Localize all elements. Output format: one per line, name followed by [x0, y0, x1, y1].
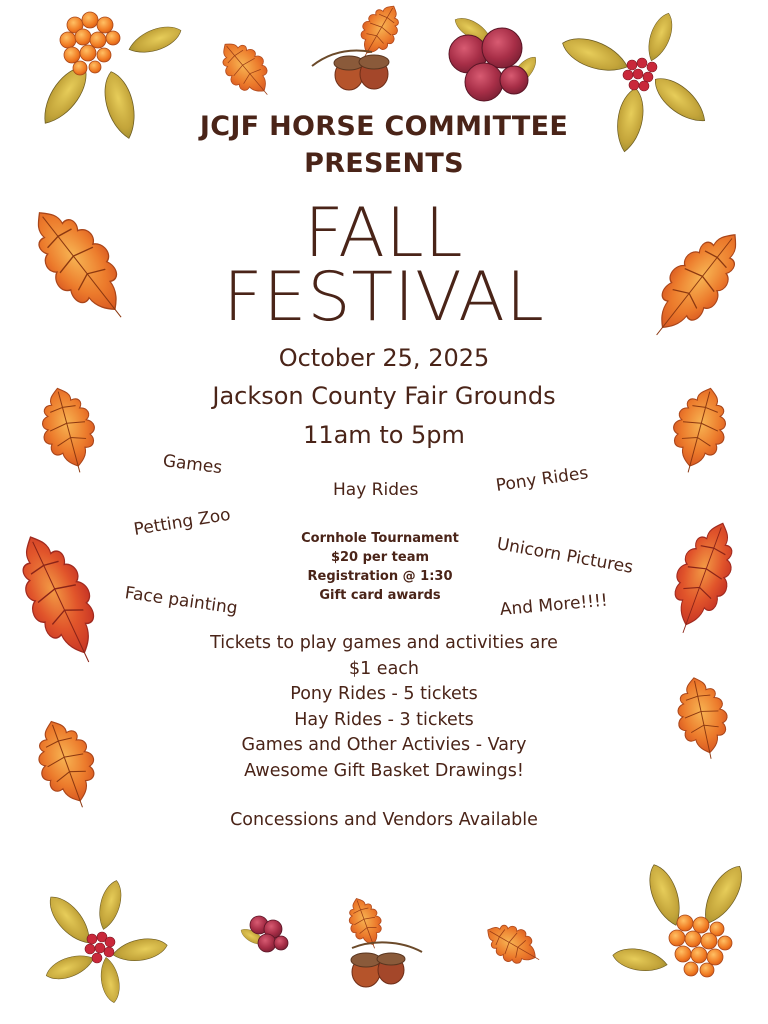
- tickets-hay-rides: Hay Rides - 3 tickets: [294, 710, 474, 730]
- title-line-2: FESTIVAL: [223, 258, 545, 337]
- title-line-1: FALL: [304, 194, 464, 273]
- event-location: Jackson County Fair Grounds: [212, 382, 556, 410]
- tickets-games: Games and Other Activies - Vary: [241, 735, 527, 755]
- presenter-line-1: JCJF HORSE COMMITTEE: [199, 111, 569, 142]
- presenter-line-2: PRESENTS: [304, 148, 464, 179]
- activity-unicorn-pictures: Unicorn Pictures: [495, 534, 635, 578]
- activity-petting-zoo: Petting Zoo: [132, 504, 232, 540]
- cornhole-line-4: Gift card awards: [319, 588, 441, 603]
- activity-games: Games: [161, 451, 224, 479]
- tickets-line-1: Tickets to play games and activities are: [210, 633, 558, 653]
- activity-hay-rides: Hay Rides: [333, 480, 419, 500]
- gift-basket-line: Awesome Gift Basket Drawings!: [244, 761, 524, 781]
- cornhole-line-2: $20 per team: [330, 550, 430, 565]
- cornhole-line-3: Registration @ 1:30: [307, 569, 453, 584]
- concessions-line: Concessions and Vendors Available: [230, 810, 538, 830]
- activity-and-more: And More!!!!: [499, 590, 609, 620]
- tickets-line-2: $1 each: [348, 659, 420, 679]
- event-date: October 25, 2025: [278, 344, 490, 372]
- activity-pony-rides: Pony Rides: [494, 463, 590, 496]
- activity-face-painting: Face painting: [123, 583, 239, 619]
- cornhole-line-1: Cornhole Tournament: [301, 531, 459, 546]
- event-time: 11am to 5pm: [303, 421, 465, 449]
- tickets-pony-rides: Pony Rides - 5 tickets: [290, 684, 478, 704]
